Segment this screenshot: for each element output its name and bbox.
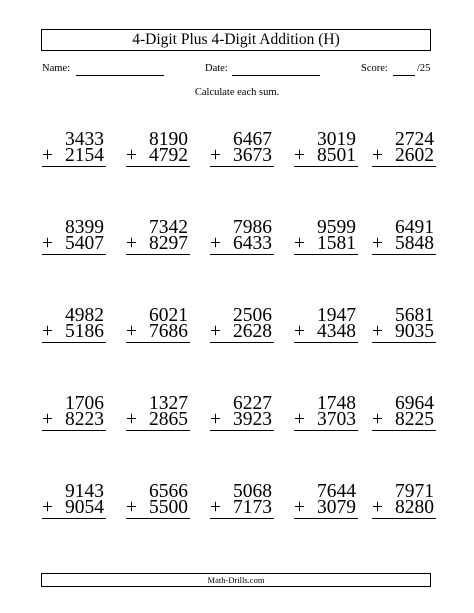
top-addend: 2506 [233, 305, 272, 326]
bottom-addend-row [122, 233, 190, 254]
bottom-addend-row [122, 321, 190, 342]
plus-sign: + [294, 321, 305, 342]
top-addend: 9599 [317, 217, 356, 238]
addition-problem [368, 129, 436, 167]
addition-problem [206, 393, 274, 431]
addition-problem [290, 217, 358, 255]
problem-row [38, 481, 436, 572]
plus-sign: + [210, 321, 221, 342]
bottom-addend: 5186 [65, 321, 104, 342]
score-line [393, 75, 415, 76]
date-label: Date: [205, 63, 228, 74]
score-total: /25 [417, 63, 431, 74]
bottom-addend-row [290, 497, 358, 518]
bottom-addend: 2154 [65, 145, 104, 166]
top-addend: 7971 [395, 481, 434, 502]
plus-sign: + [42, 497, 53, 518]
plus-sign: + [372, 409, 383, 430]
top-addend: 6227 [233, 393, 272, 414]
top-addend: 3019 [317, 129, 356, 150]
addition-problem [368, 481, 436, 519]
addition-problem [122, 393, 190, 431]
top-addend: 6467 [233, 129, 272, 150]
bottom-addend-row [290, 145, 358, 166]
bottom-addend: 2602 [395, 145, 434, 166]
plus-sign: + [126, 409, 137, 430]
top-addend: 1327 [149, 393, 188, 414]
bottom-addend-row [38, 497, 106, 518]
plus-sign: + [372, 321, 383, 342]
bottom-addend: 8280 [395, 497, 434, 518]
instruction-text: Calculate each sum. [194, 87, 280, 98]
addition-problem [290, 481, 358, 519]
addition-problem [38, 217, 106, 255]
bottom-addend-row [368, 409, 436, 430]
top-addend: 8399 [65, 217, 104, 238]
bottom-addend: 7173 [233, 497, 272, 518]
bottom-addend: 2865 [149, 409, 188, 430]
bottom-addend: 3673 [233, 145, 272, 166]
bottom-addend: 5407 [65, 233, 104, 254]
plus-sign: + [42, 233, 53, 254]
plus-sign: + [210, 409, 221, 430]
bottom-addend: 4792 [149, 145, 188, 166]
top-addend: 7644 [317, 481, 356, 502]
addition-problem [290, 129, 358, 167]
plus-sign: + [210, 497, 221, 518]
bottom-addend-row [368, 321, 436, 342]
plus-sign: + [372, 497, 383, 518]
top-addend: 6491 [395, 217, 434, 238]
addition-problem [38, 393, 106, 431]
bottom-addend: 9035 [395, 321, 434, 342]
problem-row [38, 393, 436, 484]
bottom-addend-row [122, 409, 190, 430]
bottom-addend-row [38, 233, 106, 254]
plus-sign: + [294, 145, 305, 166]
addition-problem [122, 481, 190, 519]
bottom-addend: 7686 [149, 321, 188, 342]
bottom-addend: 5500 [149, 497, 188, 518]
problem-row [38, 129, 436, 220]
addition-problem [368, 305, 436, 343]
bottom-addend-row [368, 497, 436, 518]
bottom-addend: 8225 [395, 409, 434, 430]
addition-problem [38, 305, 106, 343]
top-addend: 1706 [65, 393, 104, 414]
top-addend: 6964 [395, 393, 434, 414]
bottom-addend: 3079 [317, 497, 356, 518]
bottom-addend-row [206, 497, 274, 518]
bottom-addend: 8501 [317, 145, 356, 166]
bottom-addend-row [38, 321, 106, 342]
bottom-addend: 5848 [395, 233, 434, 254]
bottom-addend: 8297 [149, 233, 188, 254]
bottom-addend: 4348 [317, 321, 356, 342]
bottom-addend-row [290, 409, 358, 430]
bottom-addend-row [206, 233, 274, 254]
bottom-addend: 3923 [233, 409, 272, 430]
problem-grid [38, 129, 436, 572]
addition-problem [206, 217, 274, 255]
plus-sign: + [126, 233, 137, 254]
bottom-addend: 8223 [65, 409, 104, 430]
plus-sign: + [210, 233, 221, 254]
addition-problem [368, 393, 436, 431]
addition-problem [206, 129, 274, 167]
addition-problem [368, 217, 436, 255]
plus-sign: + [42, 145, 53, 166]
addition-problem [290, 393, 358, 431]
addition-problem [122, 305, 190, 343]
student-fields [0, 62, 474, 78]
plus-sign: + [294, 233, 305, 254]
top-addend: 5681 [395, 305, 434, 326]
plus-sign: + [210, 145, 221, 166]
addition-problem [206, 305, 274, 343]
top-addend: 1748 [317, 393, 356, 414]
bottom-addend-row [206, 321, 274, 342]
bottom-addend-row [122, 497, 190, 518]
top-addend: 5068 [233, 481, 272, 502]
top-addend: 1947 [317, 305, 356, 326]
plus-sign: + [126, 321, 137, 342]
bottom-addend-row [38, 409, 106, 430]
top-addend: 9143 [65, 481, 104, 502]
top-addend: 7342 [149, 217, 188, 238]
bottom-addend-row [368, 233, 436, 254]
addition-problem [290, 305, 358, 343]
plus-sign: + [42, 409, 53, 430]
bottom-addend-row [290, 321, 358, 342]
bottom-addend: 1581 [317, 233, 356, 254]
problem-row [38, 305, 436, 396]
bottom-addend-row [368, 145, 436, 166]
top-addend: 8190 [149, 129, 188, 150]
bottom-addend-row [206, 145, 274, 166]
plus-sign: + [126, 145, 137, 166]
bottom-addend: 3703 [317, 409, 356, 430]
addition-problem [206, 481, 274, 519]
top-addend: 2724 [395, 129, 434, 150]
date-line [232, 75, 320, 76]
plus-sign: + [294, 497, 305, 518]
name-line [76, 75, 164, 76]
bottom-addend-row [290, 233, 358, 254]
problem-row [38, 217, 436, 308]
top-addend: 3433 [65, 129, 104, 150]
bottom-addend: 6433 [233, 233, 272, 254]
top-addend: 6566 [149, 481, 188, 502]
footer-credit: Math-Drills.com [41, 573, 431, 587]
plus-sign: + [294, 409, 305, 430]
top-addend: 7986 [233, 217, 272, 238]
addition-problem [122, 129, 190, 167]
addition-problem [38, 481, 106, 519]
bottom-addend-row [122, 145, 190, 166]
plus-sign: + [42, 321, 53, 342]
bottom-addend: 2628 [233, 321, 272, 342]
plus-sign: + [372, 145, 383, 166]
bottom-addend-row [206, 409, 274, 430]
plus-sign: + [126, 497, 137, 518]
addition-problem [38, 129, 106, 167]
top-addend: 6021 [149, 305, 188, 326]
name-label: Name: [42, 63, 70, 74]
plus-sign: + [372, 233, 383, 254]
bottom-addend-row [38, 145, 106, 166]
bottom-addend: 9054 [65, 497, 104, 518]
worksheet-title: 4-Digit Plus 4-Digit Addition (H) [41, 29, 431, 51]
top-addend: 4982 [65, 305, 104, 326]
score-label: Score: [361, 63, 388, 74]
addition-problem [122, 217, 190, 255]
